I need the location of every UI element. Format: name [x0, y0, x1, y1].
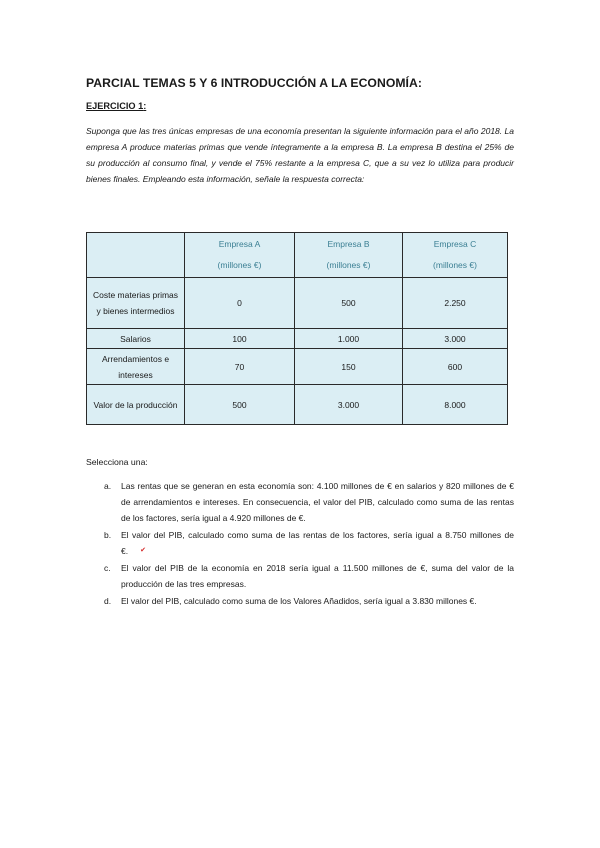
- table-cell: 70: [185, 349, 295, 385]
- option-letter: d.: [104, 596, 112, 606]
- header-name: Empresa B: [327, 239, 370, 249]
- table-cell: 8.000: [403, 385, 508, 425]
- option-text: El valor del PIB de la economía en 2018 sería igual a 11.500 millones de €, suma del valor de la producción de las tres empresas.: [121, 563, 514, 589]
- option-letter: b.: [104, 530, 112, 540]
- table-row: [87, 278, 508, 329]
- table-header-row: [87, 233, 508, 278]
- option-letter: a.: [104, 481, 112, 491]
- table-cell: 600: [403, 349, 508, 385]
- row-label: Salarios: [87, 329, 185, 349]
- header-name: Empresa A: [218, 239, 261, 249]
- table-row: [87, 349, 508, 385]
- row-label: Coste materias primas y bienes intermedios: [87, 278, 185, 329]
- option-d[interactable]: [86, 593, 514, 609]
- table-cell: 0: [185, 278, 295, 329]
- exercise-label: EJERCICIO 1: [86, 101, 144, 111]
- option-letter: c.: [104, 563, 111, 573]
- table-row: [87, 329, 508, 349]
- page-title: PARCIAL TEMAS 5 Y 6 INTRODUCCIÓN A LA ECONOMÍA:: [86, 76, 422, 90]
- header-empresa-a: [185, 233, 295, 278]
- option-b[interactable]: [86, 527, 514, 559]
- table-cell: 150: [295, 349, 403, 385]
- row-label: Arrendamientos e intereses: [87, 349, 185, 385]
- companies-table: [86, 232, 508, 425]
- header-empresa-c: [403, 233, 508, 278]
- header-unit: (millones €): [326, 260, 371, 270]
- select-one-label: Selecciona una:: [86, 457, 148, 467]
- option-text: El valor del PIB, calculado como suma de los Valores Añadidos, sería igual a 3.830 millones €.: [121, 596, 477, 606]
- option-text: Las rentas que se generan en esta economía son: 4.100 millones de € en salarios y 820 millones de € de arrendamientos e intereses. En consecuencia, el valor del PIB, calculado como suma de las rentas de los factores, sería igual a 4.920 millones de €.: [121, 481, 514, 523]
- header-unit: (millones €): [433, 260, 477, 270]
- table-row: [87, 385, 508, 425]
- table-cell: 3.000: [403, 329, 508, 349]
- exercise-heading: [86, 101, 146, 111]
- header-empresa-b: [295, 233, 403, 278]
- answer-options: [86, 478, 514, 610]
- exercise-statement: Suponga que las tres únicas empresas de una economía presentan la siguiente información para el año 2018. La empresa A produce materias primas que vende íntegramente a la empresa B. La empresa B destina el 25% de su producción al consumo final, y vende el 75% restante a la empresa C, que a su vez lo utiliza para producir bienes finales. Empleando esta información, señale la respuesta correcta:: [86, 126, 514, 185]
- table-cell: 500: [185, 385, 295, 425]
- table-cell: 2.250: [403, 278, 508, 329]
- row-label: Valor de la producción: [87, 385, 185, 425]
- table-cell: 100: [185, 329, 295, 349]
- correct-check-icon: ✔: [140, 547, 146, 554]
- table-corner-cell: [87, 233, 185, 278]
- header-name: Empresa C: [433, 239, 477, 249]
- table-cell: 3.000: [295, 385, 403, 425]
- table-cell: 1.000: [295, 329, 403, 349]
- option-a[interactable]: [86, 478, 514, 526]
- option-c[interactable]: [86, 560, 514, 592]
- header-unit: (millones €): [217, 260, 262, 270]
- option-text: El valor del PIB, calculado como suma de las rentas de los factores, sería igual a 8.750 millones de €.: [121, 530, 514, 556]
- table-cell: 500: [295, 278, 403, 329]
- exercise-colon: :: [143, 101, 147, 111]
